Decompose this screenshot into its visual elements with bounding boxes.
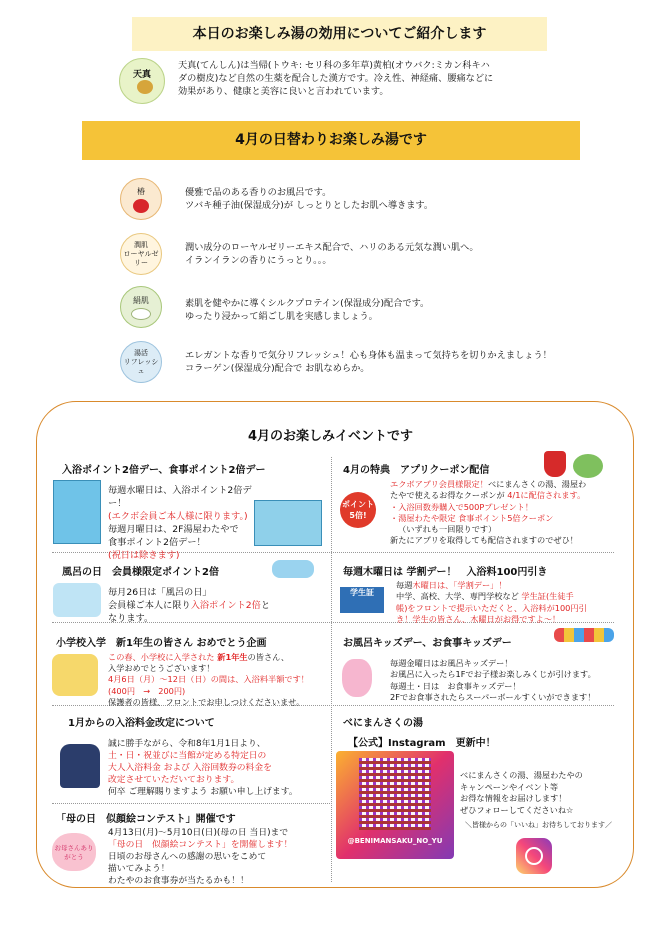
c8-likes-note: ＼皆様からの「いいね」お待ちしております／ [465,821,612,829]
royal-jelly-badge-icon [120,233,162,275]
c3-line2b: 入浴ポイント2倍 [190,600,261,611]
c3-title: 風呂の日 会員様限定ポイント2倍 [62,567,219,578]
c1-line1: 毎週水曜日は、入浴ポイント2倍デー！ [108,485,252,509]
c2-line1: エクボアプリ会員様限定！ [390,479,488,489]
c4-line1b: 木曜日は、「学割デー」！ [412,580,507,590]
c9-title: 「母の日 似顔絵コンテスト」開催です [56,814,236,825]
c2-line2a: たやで使えるお得なクーポンが [390,490,508,501]
c7-line2: 土・日・祝並びに当館が定める特定日の [108,751,267,761]
c3-line2a: 会員様ご本人に限り [108,600,191,611]
rabbit-icon [342,659,372,697]
c1-line5: (祝日は除きます) [108,550,180,561]
c2-line6: 新たにアプリを取得しても配信されますのでぜひ！ [390,535,578,546]
c1-line2: (エクボ会員ご本人様に限ります。) [108,511,248,522]
c6-line1: 毎週金曜日はお風呂キッズデー！ [390,658,513,668]
c4-line2a: 中学、高校、大学、専門学校など [396,591,522,602]
c4-title: 毎週木曜日は 学割デー！ 入浴料100円引き [343,567,548,578]
c2-body [390,479,605,547]
toy-icons [554,628,614,642]
camellia-text: 優雅で品のある香りのお風呂です。 ツバキ種子油(保湿成分)が しっとりとしたお肌へ導きます。 [185,187,434,211]
divider-row4 [52,803,332,804]
school-children-icon [52,654,98,696]
c7-line4: 改定させていただいております。 [108,775,240,785]
c5-line5: 保護者の皆様、フロントでお申しつけくださいませ。 [108,696,305,707]
c4-line4: き！学生の皆さん、木曜日がお得ですよ～！ [396,613,561,624]
c5-title: 小学校入学 新1年生の皆さん おめでとう企画 [56,638,267,649]
c6-line2: お風呂に入ったら1Fでお子様お楽しみくじが引けます。 [390,669,596,680]
c2-line3: ・入浴回数券購入で500Pプレゼント！ [390,501,534,512]
c4-line2-row [396,591,621,602]
yuya-watayo-card-image [254,500,322,546]
c4-line1a: 毎週 [396,580,413,590]
c7-line3: 大人入浴料金 および 入浴回数券の料金を [108,763,272,773]
events-heading: 4月のお楽しみイベントです [248,429,414,444]
tenshin-badge-label: 天真 [132,69,151,80]
student-id-icon [340,587,384,613]
c7-body [108,738,338,798]
c2-line5: （いずれも一回限りです） [398,524,497,535]
c6-line4: 2Fでお食事されたらスーパーボールすくいができます！ [390,691,596,702]
c3-body [108,586,323,625]
herb-icon [137,80,153,94]
c5-line4: (400円 → 200円) [108,685,186,696]
c8-line1: べにまんさくの湯、湯屋わたやの [460,770,583,780]
c5-line1a: この春、小学校に入学された [108,652,215,662]
c8-subtitle: 【公式】Instagram 更新中！ [348,738,496,749]
point-5x-badge [340,492,376,528]
c8-title: べにまんさくの湯 [343,718,423,729]
c3-line2c: と [260,600,271,611]
c8-line4: ぜひフォローしてくださいね☆ [460,804,574,815]
refresh-badge-label: 湯活 リフレッシュ [123,348,159,375]
onsen-people-icon [53,583,101,617]
c3-line3: なります。 [108,613,154,624]
c4-line2b: 学生証(生徒手 [521,591,574,602]
camellia-flower-icon [133,199,149,213]
bathing-swimmer-icon [272,560,314,578]
instagram-icon-lens [525,847,543,865]
c9-line2: 「母の日 似顔絵コンテスト」を開催します！ [108,840,293,850]
student-id-label: 学生証 [350,588,374,597]
magician-icon [544,451,566,477]
royal-jelly-text: 潤い成分のローヤルゼリーエキス配合で、ハリのある元気な潤い肌へ。 イランイランの香りにうっとり。。。 [185,242,479,266]
c7-line5: 何卒 ご理解賜りますよう お願い申し上げます。 [108,787,298,797]
c7-title: 1月からの入浴料金改定について [68,718,215,729]
c8-line2: キャンペーンやイベント等 [460,781,559,792]
c2-line2b: 4/1に配信されます。 [507,490,586,501]
mothers-day-badge-label: お母さんありがとう [54,844,94,861]
intro-heading: 本日のお楽しみ湯の効用についてご紹介します [132,17,547,51]
point-card-image [53,480,101,544]
c7-line1: 誠に勝手ながら、令和8年1月1日より、 [108,739,266,749]
c8-line3: お得な情報をお届けします！ [460,793,567,803]
c2-line2-row [390,490,605,501]
silk-badge-label: 絹肌 [133,295,149,305]
point-5x-label: ポイント5倍! [342,500,374,520]
cocoon-icon [131,308,151,320]
c9-line5: わたやのお食事券が当たるかも！！ [108,876,249,886]
c5-line3: 4月6日（月）～12日（日）の間は、入浴料半額です！ [108,674,309,685]
c5-line1c: の皆さん、 [247,652,290,662]
gift-box-icon [573,454,603,478]
camellia-badge-label: 椿 [137,186,145,196]
c4-body [396,580,621,625]
c2-title: 4月の特典 アプリクーポン配信 [343,465,490,476]
c9-line1: 4月13日(月)～5月10日(日)(母の日 当日)まで [108,828,289,838]
c8-body [460,770,625,816]
c6-title: お風呂キッズデー、お食事キッズデー [343,638,512,649]
silk-badge-icon [120,286,162,328]
c5-line2: 入学おめでとうございます！ [108,663,215,674]
royal-jelly-badge-label: 潤肌 ローヤルゼリー [123,240,159,267]
events-column-divider [331,457,332,882]
c6-line3: 毎週土・日は お食事キッズデー！ [390,680,521,691]
c2-line1-row [390,479,605,490]
april-baths-heading: 4月の日替わりお楽しみ湯です [82,121,580,160]
c3-line1: 毎月26日は「風呂の日」 [108,587,212,598]
qr-code[interactable] [359,758,431,830]
camellia-badge-icon [120,178,162,220]
c5-body [108,652,330,708]
c2-line1b: べにまんさくの湯、湯屋わ [487,479,587,489]
c1-body [108,484,258,562]
c9-line3: 日頃のお母さんへの感謝の思いをこめて [108,852,267,862]
c6-body [390,658,625,703]
refresh-badge-icon [120,341,162,383]
c5-line1-row [108,652,330,663]
instagram-handle[interactable]: @BENIMANSAKU_NO_YU [347,837,443,845]
c1-line3: 毎週月曜日は、2F湯屋わたやで [108,524,239,535]
refresh-text: エレガントな香りで気分リフレッシュ！心も身体も温まって気持ちを切りかえましょう！ コラーゲン(保湿成分)配合で お肌なめらか。 [185,350,552,374]
c4-line1-row [396,580,621,591]
c9-body [108,827,333,887]
c9-line4: 描いてみよう！ [108,864,170,874]
c3-line2-row [108,599,323,612]
staff-bowing-icon [60,744,100,788]
c5-line1b: 新1年生 [214,652,248,662]
mothers-day-heart-icon [52,833,96,871]
silk-text: 素肌を健やかに導くシルクプロテイン(保湿成分)配合です。 ゆったり浸かって絹ごし肌を実感しましょう。 [185,298,430,322]
intro-text: 天真(てんしん)は当帰(トウキ: セリ科の多年草)黄柏(オウバク:ミカン科キハ ダの樹皮)など自然の生薬を配合した漢方です。冷え性、神経痛、腰痛などに 効果があり、健康と美容に良いと言われています。 [178,60,494,97]
c4-line3: 帳)をフロントで提示いただくと、入浴料が100円引 [396,602,587,613]
c1-line4: 食事ポイント2倍デー！ [108,537,206,548]
c1-title: 入浴ポイント2倍デー、食事ポイント2倍デー [62,465,266,476]
c2-line4: ・湯屋わたや限定 食事ポイント5倍クーポン [390,512,554,523]
